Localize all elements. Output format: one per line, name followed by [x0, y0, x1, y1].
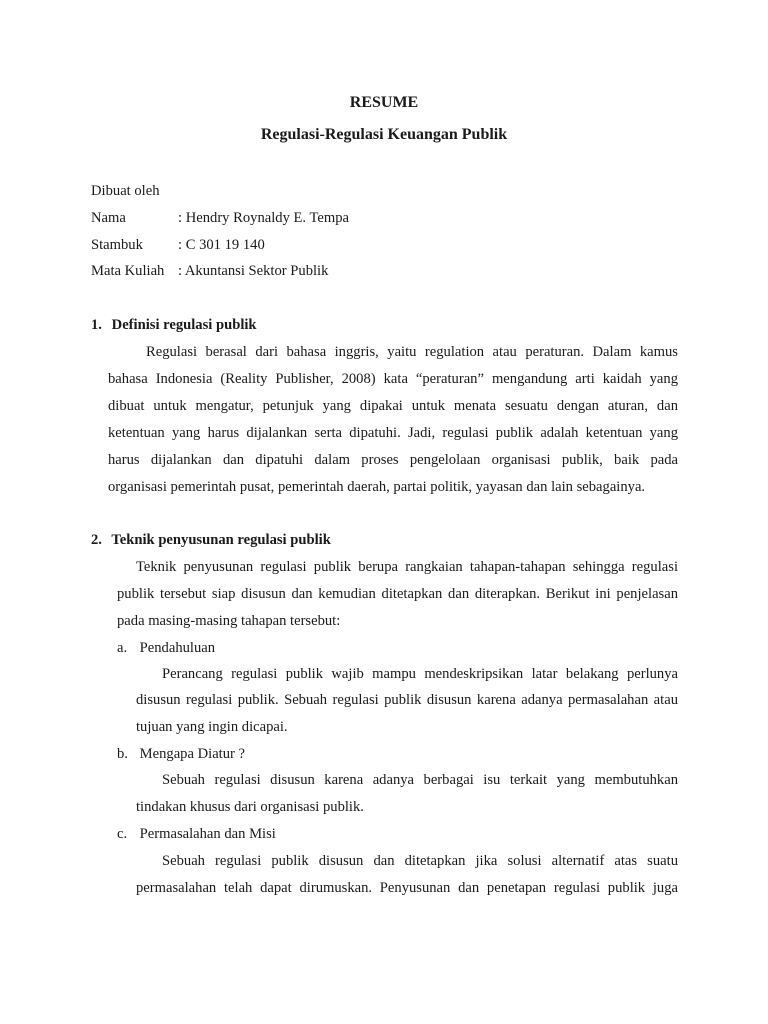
- section-2-line: Teknik penyusunan regulasi publik berupa rangkaian tahapan-tahapan sehingga regulasi: [136, 559, 678, 575]
- subsection-a-line: disusun regulasi publik. Sebuah regulasi publik disusun karena adanya permasalahan atau: [136, 692, 678, 708]
- meta-value-stambuk: : C 301 19 140: [178, 237, 265, 253]
- subsection-a-heading: [117, 640, 215, 657]
- subsection-b-letter: b.: [117, 746, 128, 762]
- section-1-line: bahasa Indonesia (Reality Publisher, 2008) kata “peraturan” mengandung arti kaidah yang: [108, 371, 678, 387]
- subsection-a-letter: a.: [117, 640, 128, 656]
- section-1-title: Definisi regulasi publik: [111, 317, 257, 333]
- document-title: RESUME: [349, 94, 419, 111]
- document-subtitle: Regulasi-Regulasi Keuangan Publik: [260, 126, 508, 143]
- meta-label-stambuk: Stambuk: [91, 237, 143, 253]
- section-1-heading: [91, 317, 257, 334]
- subsection-b-line: Sebuah regulasi disusun karena adanya berbagai isu terkait yang membutuhkan: [162, 772, 678, 788]
- subsection-c-line: permasalahan telah dapat dirumuskan. Penyusunan dan penetapan regulasi publik juga: [136, 880, 678, 896]
- section-2-number: 2.: [91, 532, 102, 548]
- section-2-title: Teknik penyusunan regulasi publik: [111, 532, 331, 548]
- meta-value-name: : Hendry Roynaldy E. Tempa: [178, 210, 349, 226]
- section-1-line: ketentuan yang harus dijalankan serta dipatuhi. Jadi, regulasi publik adalah ketentuan yang: [108, 425, 678, 441]
- subsection-a-line: tujuan yang ingin dicapai.: [136, 719, 288, 735]
- section-1-line: Regulasi berasal dari bahasa inggris, yaitu regulation atau peraturan. Dalam kamus: [146, 344, 678, 360]
- subsection-c-heading: [117, 826, 276, 843]
- section-1-line: harus dijalankan dan dipatuhi dalam proses pengelolaan organisasi publik, baik pada: [108, 452, 678, 468]
- meta-label-course: Mata Kuliah: [91, 263, 165, 279]
- subsection-a-line: Perancang regulasi publik wajib mampu mendeskripsikan latar belakang perlunya: [162, 666, 678, 682]
- author-intro: Dibuat oleh: [91, 183, 160, 199]
- meta-label-name: Nama: [91, 210, 126, 226]
- section-1-number: 1.: [91, 317, 102, 333]
- subsection-c-title: Permasalahan dan Misi: [139, 826, 276, 842]
- subsection-a-title: Pendahuluan: [139, 640, 216, 656]
- section-2-heading: [91, 532, 331, 549]
- subsection-c-letter: c.: [117, 826, 128, 842]
- section-2-line: publik tersebut siap disusun dan kemudian ditetapkan dan diterapkan. Berikut ini penjelasan: [117, 586, 678, 602]
- meta-value-course: : Akuntansi Sektor Publik: [178, 263, 329, 279]
- section-1-line: dibuat untuk mengatur, petunjuk yang dipakai untuk menata sesuatu dengan aturan, dan: [108, 398, 678, 414]
- subsection-b-line: tindakan khusus dari organisasi publik.: [136, 799, 364, 815]
- subsection-b-title: Mengapa Diatur ?: [139, 746, 246, 762]
- section-1-line: organisasi pemerintah pusat, pemerintah daerah, partai politik, yayasan dan lain sebagainya.: [108, 479, 646, 495]
- subsection-c-line: Sebuah regulasi publik disusun dan ditetapkan jika solusi alternatif atas suatu: [162, 853, 678, 869]
- section-2-line: pada masing-masing tahapan tersebut:: [117, 613, 341, 629]
- subsection-b-heading: [117, 746, 245, 763]
